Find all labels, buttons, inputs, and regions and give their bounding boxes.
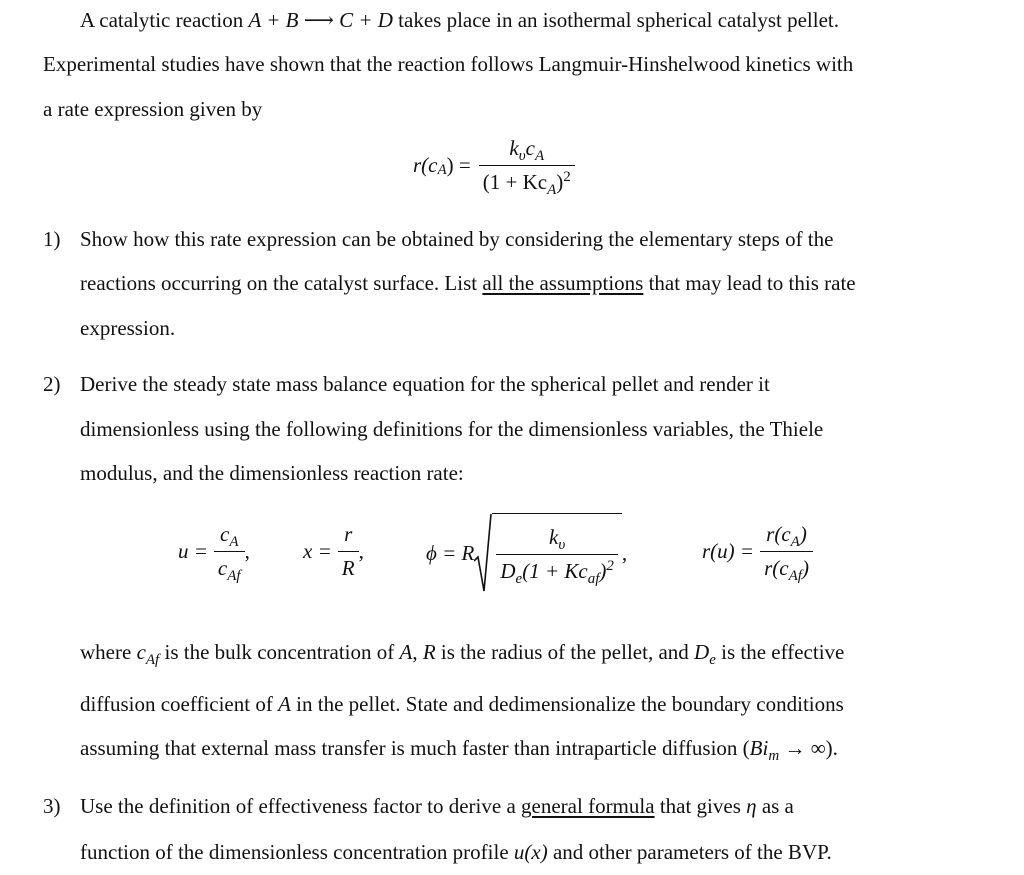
rate-fraction: $\frac{k_\upsilon c_A}{(1 + Kc_A)^2}$ bbox=[479, 136, 575, 195]
intro-line-3: a rate expression given by bbox=[43, 97, 263, 121]
item-2-line-2: dimensionless using the following definitions for the dimensionless variables, the Thiele bbox=[80, 417, 824, 441]
definition-rate: r(u) = $\frac{r(c_A)}{r(c_{Af})}$ bbox=[702, 522, 813, 581]
where-line-1: where $c_{Af}$ is the bulk concentration of A, R is the radius of the pellet, and $D_e$ is the effective bbox=[80, 640, 845, 668]
item-2-number: 2) bbox=[43, 372, 61, 396]
rate-expression: r(c A ) = $\frac{k_\upsilon c_A}{(1 + Kc_A)^2}$ bbox=[413, 136, 575, 195]
item-1-line-3: expression. bbox=[80, 316, 176, 340]
item-3-number: 3) bbox=[43, 794, 61, 818]
item-3-line-1: Use the definition of effectiveness factor to derive a general formula that gives η as a bbox=[80, 794, 794, 818]
intro-line-1: A catalytic reaction A + B ⟶ C + D takes place in an isothermal spherical catalyst pellet. bbox=[80, 8, 839, 32]
where-line-2: diffusion coefficient of A in the pellet. State and dedimensionalize the boundary conditions bbox=[80, 692, 844, 716]
item-1-line-2: reactions occurring on the catalyst surface. List all the assumptions that may lead to this rate bbox=[80, 271, 856, 295]
reaction-equation: A + B ⟶ C + D bbox=[248, 8, 393, 32]
intro-line-2: Experimental studies have shown that the reaction follows Langmuir-Hinshelwood kinetics with bbox=[43, 52, 854, 76]
item-2-line-1: Derive the steady state mass balance equation for the spherical pellet and render it bbox=[80, 372, 770, 396]
item-1-line-1: Show how this rate expression can be obtained by considering the elementary steps of the bbox=[80, 227, 834, 251]
definition-u: u = $\frac{c_A}{c_{Af}}$ , bbox=[178, 522, 250, 584]
underlined-general-formula: general formula bbox=[521, 794, 655, 818]
item-2-line-3: modulus, and the dimensionless reaction rate: bbox=[80, 461, 464, 485]
definition-x: x = $\frac{r}{R}$ , bbox=[303, 522, 364, 580]
item-1-number: 1) bbox=[43, 227, 61, 251]
item-3-line-2: function of the dimensionless concentration profile u(x) and other parameters of the BVP. bbox=[80, 840, 832, 864]
underlined-assumptions: all the assumptions bbox=[482, 271, 644, 295]
radical-sign-icon bbox=[474, 513, 492, 593]
square-root: $\frac{k_\upsilon}{D_e(1 + Kc_{af})^2}$ bbox=[474, 513, 622, 593]
where-line-3: assuming that external mass transfer is much faster than intraparticle diffusion ($Bi_m$ → ∞). bbox=[80, 736, 838, 764]
definition-thiele-modulus: ϕ = R $\frac{k_\upsilon}{D_e(1 + Kc_{af})^2}$ , bbox=[426, 513, 627, 593]
